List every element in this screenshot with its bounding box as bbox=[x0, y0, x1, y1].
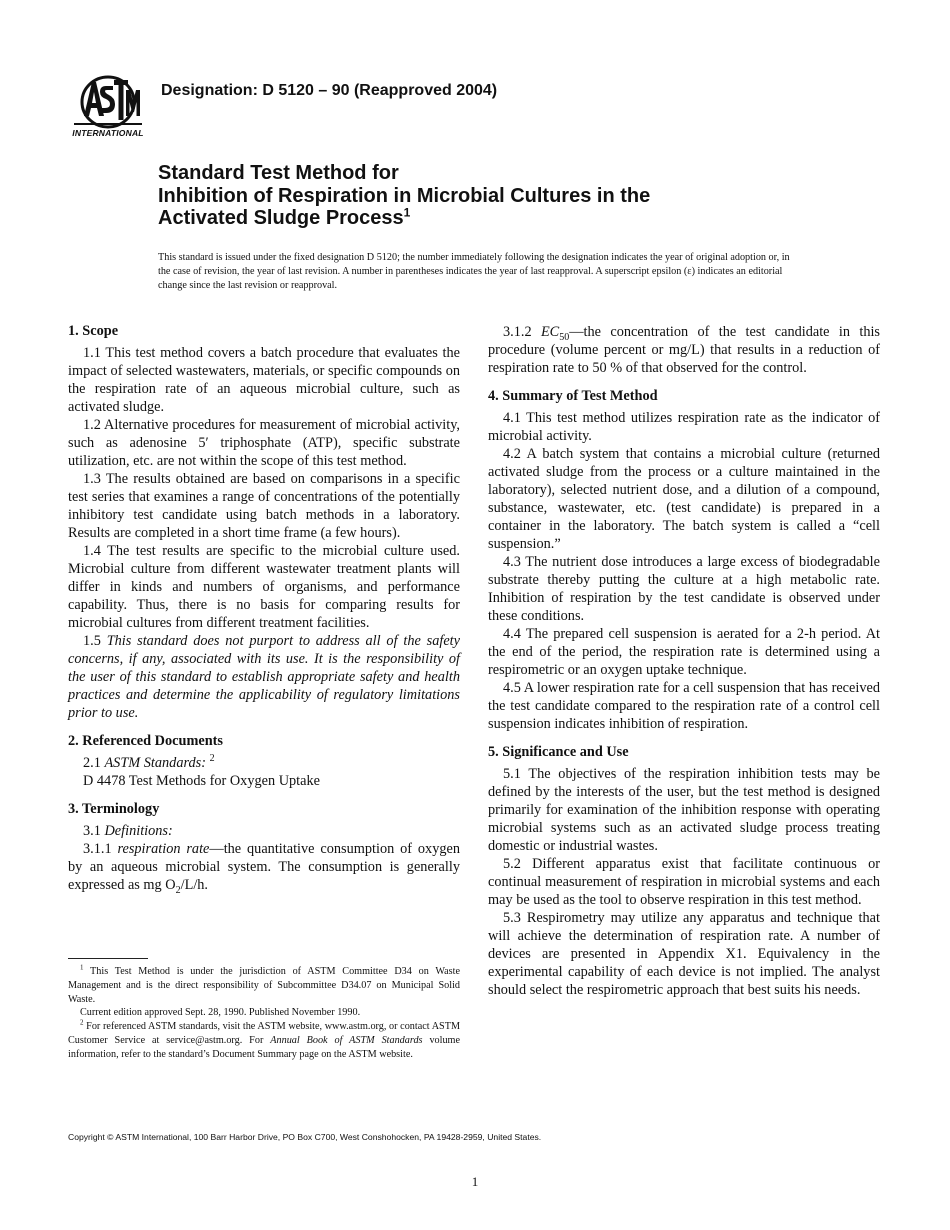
section-4-heading: 4. Summary of Test Method bbox=[488, 388, 658, 404]
astm-logo bbox=[66, 72, 150, 140]
para-2-1: 2.1 ASTM Standards: $^2$ bbox=[83, 753, 215, 771]
section-1-heading: 1. Scope bbox=[68, 323, 119, 339]
title-line-3: Activated Sludge Process$^1$ bbox=[158, 205, 411, 229]
para-4-4: 4.4 The prepared cell suspension is aerated for a 2-h period. At the end of the period, the respiration rate is determined using a respirometric or an oxygen uptake technique. bbox=[488, 626, 880, 678]
para-1-3: 1.3 The results obtained are based on comparisons in a specific test series that examines a range of concentrations of the potentially inhibitory test candidate using batch methods in a laboratory. Results are completed in a short time frame (a few hours). bbox=[68, 471, 460, 541]
para-4-3: 4.3 The nutrient dose introduces a large excess of biodegradable substrate thereby putting the culture at a high metabolic rate. Inhibition of respiration by the test candidate is observed under these conditions. bbox=[488, 554, 880, 624]
para-5-3: 5.3 Respirometry may utilize any apparatus and technique that will achieve the determination of respiration rate. A number of devices are presented in Appendix X1. Equivalency in the experimental capability of each device is not implied. The analyst should select the respirometric approach that best suits his needs. bbox=[488, 910, 880, 998]
footnote-1-edition: Current edition approved Sept. 28, 1990. Published November 1990. bbox=[80, 1007, 361, 1019]
astm-logo-icon bbox=[66, 72, 150, 130]
page-number: 1 bbox=[471, 1174, 479, 1189]
title-line-1: Standard Test Method for bbox=[158, 162, 399, 184]
para-5-2: 5.2 Different apparatus exist that facilitate continuous or continual measurement of respiration in microbial systems and each may be used as the tool to observe respiration in this test method. bbox=[488, 856, 880, 908]
para-4-5: 4.5 A lower respiration rate for a cell suspension that has received the test candidate compared to the respiration rate of a control cell suspension indicates inhibition of respiration. bbox=[488, 680, 880, 732]
footnote-rule bbox=[68, 958, 148, 959]
footnote-1: $^1$ This Test Method is under the jurisdiction of ASTM Committee D34 on Waste Management and is the direct responsibility of Subcommittee D34.07 on Municipal Solid Waste. bbox=[68, 963, 460, 1005]
para-1-5: 1.5 This standard does not purport to address all of the safety concerns, if any, associated with its use. It is the responsibility of the user of this standard to establish appropriate safety and health practices and determine the applicability of regulatory limitations prior to use. bbox=[68, 633, 460, 721]
para-5-1: 5.1 The objectives of the respiration inhibition tests may be defined by the interests of the user, but the test method is designed primarily for examination of the inhibition response with operating microbial systems such as an activated sludge process treating domestic or industrial wastes. bbox=[488, 766, 880, 854]
left-column bbox=[68, 322, 460, 894]
ref-d4478: D 4478 Test Methods for Oxygen Uptake bbox=[83, 773, 320, 789]
para-1-4: 1.4 The test results are specific to the microbial culture used. Microbial culture from different wastewater treatment plants will differ in kinds and numbers of organisms, and performance capability. Thus, there is no basis for comparing results for microbial cultures from different treatment facilities. bbox=[68, 543, 460, 631]
section-2-heading: 2. Referenced Documents bbox=[68, 733, 223, 749]
title-footnote-mark: 1 bbox=[403, 205, 411, 220]
footnote-2: $^2$ For referenced ASTM standards, visit the ASTM website, www.astm.org, or contact ASTM Customer Service at service@astm.org. For Annual Book of ASTM Standards volume information, refer to the standard’s Document Summary page on the ASTM website. bbox=[68, 1018, 461, 1060]
section-3-heading: 3. Terminology bbox=[68, 801, 160, 817]
logo-subtext: INTERNATIONAL bbox=[72, 128, 144, 138]
para-4-1: 4.1 This test method utilizes respiration rate as the indicator of microbial activity. bbox=[488, 410, 880, 444]
para-1-2: 1.2 Alternative procedures for measurement of microbial activity, such as adenosine 5′ triphosphate (ATP), specific substrate utilization, etc. are not within the scope of this test method. bbox=[68, 417, 460, 469]
right-column bbox=[488, 323, 880, 999]
section-5-heading: 5. Significance and Use bbox=[488, 744, 629, 760]
para-1-1: 1.1 This test method covers a batch procedure that evaluates the impact of selected wastewaters, materials, or specific compounds on the respiration rate of an aqueous microbial culture, such as activated sludge. bbox=[68, 345, 460, 415]
para-3-1: 3.1 Definitions: bbox=[83, 823, 173, 839]
para-3-1-1: 3.1.1 respiration rate—the quantitative consumption of oxygen by an aqueous microbial system. The consumption is generally expressed as mg $O_2/L/h$. bbox=[68, 841, 460, 896]
issuance-notice: This standard is issued under the fixed designation D 5120; the number immediately following the designation indicates the year of original adoption or, in the case of revision, the year of last revision. A number in parentheses indicates the year of last reapproval. A superscript epsilon (ε) indicates an editorial change since the last revision or reapproval. bbox=[158, 252, 790, 291]
para-4-2: 4.2 A batch system that contains a microbial culture (returned activated sludge from the process or a culture maintained in the laboratory), selected nutrient dose, and a dilution of a compound, substance, wastewater, etc. (test candidate) is prepared in a container in the laboratory. The batch system is called a “cell suspension.” bbox=[488, 446, 880, 552]
footnotes bbox=[68, 965, 460, 1062]
para-3-1-2: 3.1.2 $EC_{50}—the$ concentration of the test candidate in this procedure (volume percent or mg/L) that results in a reduction of respiration rate to 50 % of that observed for the control. bbox=[488, 324, 880, 376]
title-line-2: Inhibition of Respiration in Microbial Cultures in the bbox=[158, 184, 651, 207]
copyright-line: Copyright © ASTM International, 100 Barr Harbor Drive, PO Box C700, West Conshohocken, PA 19428-2959, United States. bbox=[68, 1132, 542, 1142]
designation: Designation: D 5120 – 90 (Reapproved 2004) bbox=[161, 82, 498, 99]
document-title bbox=[158, 162, 798, 230]
